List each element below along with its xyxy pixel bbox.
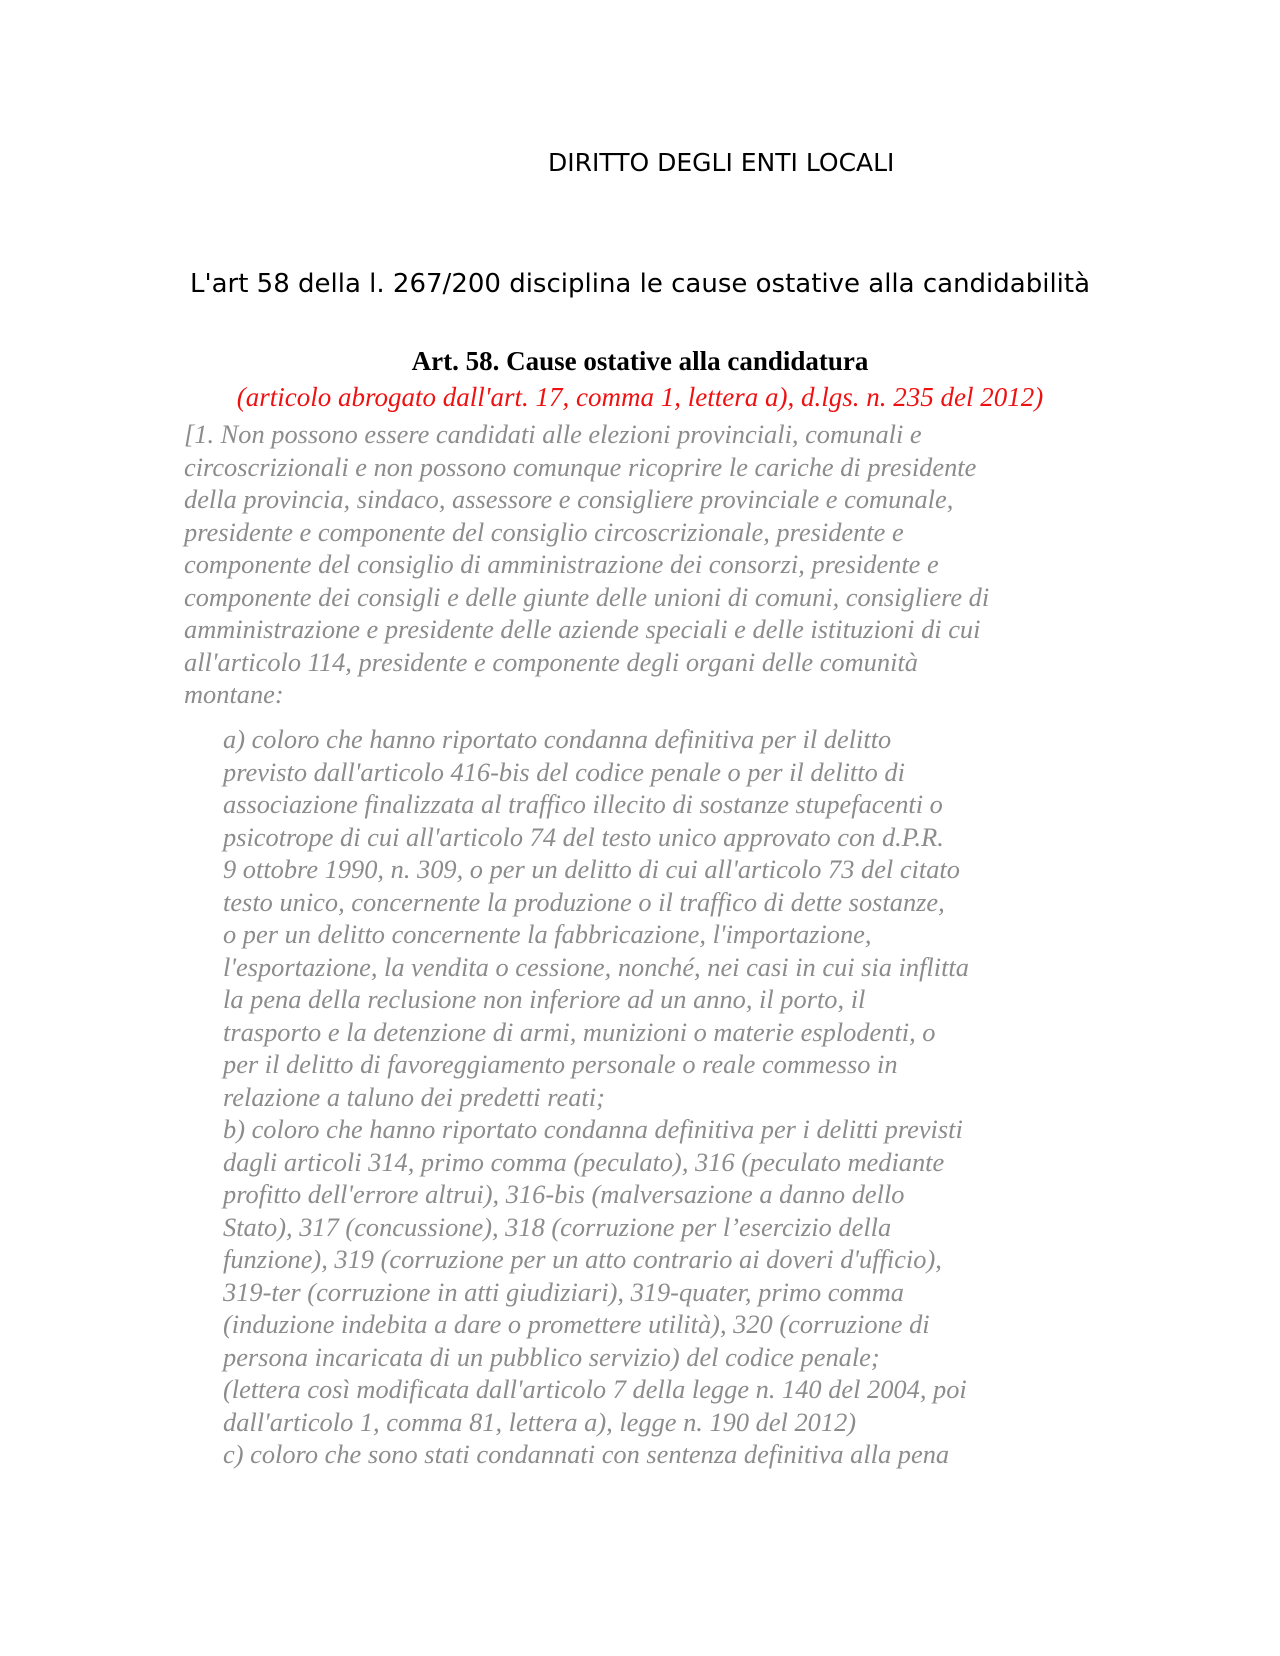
item-line: previsto dall'articolo 416-bis del codice penale o per il delitto di xyxy=(223,756,905,787)
item-line: c) coloro che sono stati condannati con sentenza definitiva alla pena xyxy=(223,1439,950,1469)
item-line: dall'articolo 1, comma 81, lettera a), legge n. 190 del 2012) xyxy=(223,1406,857,1437)
item-line: l'esportazione, la vendita o cessione, nonché, nei casi in cui sia inflitta xyxy=(223,951,969,982)
item-line: testo unico, concernente la produzione o il traffico di dette sostanze, xyxy=(223,886,945,917)
item-line: (induzione indebita a dare o promettere utilità), 320 (corruzione di xyxy=(223,1309,930,1339)
article-title: Art. 58. Cause ostative alla candidatura xyxy=(411,346,869,376)
item-line: funzione), 319 (corruzione per un atto contrario ai doveri d'ufficio), xyxy=(223,1244,942,1274)
intro-heading: L'art 58 della l. 267/200 disciplina le cause ostative alla candidabilità xyxy=(189,269,1091,299)
article-paragraph-1 xyxy=(184,418,989,711)
item-line: Stato), 317 (concussione), 318 (corruzione per l’esercizio della xyxy=(223,1211,892,1242)
paragraph-line: circoscrizionali e non possono comunque ricoprire le cariche di presidente xyxy=(184,451,977,482)
item-line: b) coloro che hanno riportato condanna definitiva per i delitti previsti xyxy=(223,1114,963,1144)
item-line: a) coloro che hanno riportato condanna definitiva per il delitto xyxy=(223,724,892,754)
item-line: o per un delitto concernente la fabbricazione, l'importazione, xyxy=(223,919,872,949)
item-line: 319-ter (corruzione in atti giudiziari), 319-quater, primo comma xyxy=(223,1276,904,1307)
item-line: relazione a taluno dei predetti reati; xyxy=(223,1081,605,1112)
paragraph-line: presidente e componente del consiglio circoscrizionale, presidente e xyxy=(184,516,904,547)
paragraph-line: montane: xyxy=(184,679,284,709)
repeal-note: (articolo abrogato dall'art. 17, comma 1, lettera a), d.lgs. n. 235 del 2012) xyxy=(236,382,1044,412)
item-line: trasporto e la detenzione di armi, munizioni o materie esplodenti, o xyxy=(223,1016,936,1047)
course-title: DIRITTO DEGLI ENTI LOCALI xyxy=(548,148,895,177)
paragraph-line: componente dei consigli e delle giunte delle unioni di comuni, consigliere di xyxy=(184,581,990,612)
item-line: (lettera così modificata dall'articolo 7 della legge n. 140 del 2004, poi xyxy=(223,1374,967,1404)
item-line: psicotrope di cui all'articolo 74 del testo unico approvato con d.P.R. xyxy=(223,821,944,852)
item-line: profitto dell'errore altrui), 316-bis (malversazione a danno dello xyxy=(223,1179,905,1209)
item-line: 9 ottobre 1990, n. 309, o per un delitto di cui all'articolo 73 del citato xyxy=(223,854,960,884)
paragraph-line: amministrazione e presidente delle aziende speciali e delle istituzioni di cui xyxy=(184,614,981,644)
item-line: dagli articoli 314, primo comma (peculato), 316 (peculato mediante xyxy=(223,1146,945,1177)
item-line: per il delitto di favoreggiamento personale o reale commesso in xyxy=(223,1049,898,1079)
item-line: associazione finalizzata al traffico illecito di sostanze stupefacenti o xyxy=(223,789,943,819)
item-line: persona incaricata di un pubblico servizio) del codice penale; xyxy=(223,1341,880,1372)
paragraph-line: [1. Non possono essere candidati alle elezioni provinciali, comunali e xyxy=(184,419,922,449)
paragraph-line: componente del consiglio di amministrazione dei consorzi, presidente e xyxy=(184,549,939,579)
item-line: la pena della reclusione non inferiore ad un anno, il porto, il xyxy=(223,984,866,1014)
paragraph-line: della provincia, sindaco, assessore e consigliere provinciale e comunale, xyxy=(184,484,954,514)
article-items xyxy=(223,723,969,1471)
paragraph-line: all'articolo 114, presidente e componente degli organi delle comunità xyxy=(184,646,918,677)
